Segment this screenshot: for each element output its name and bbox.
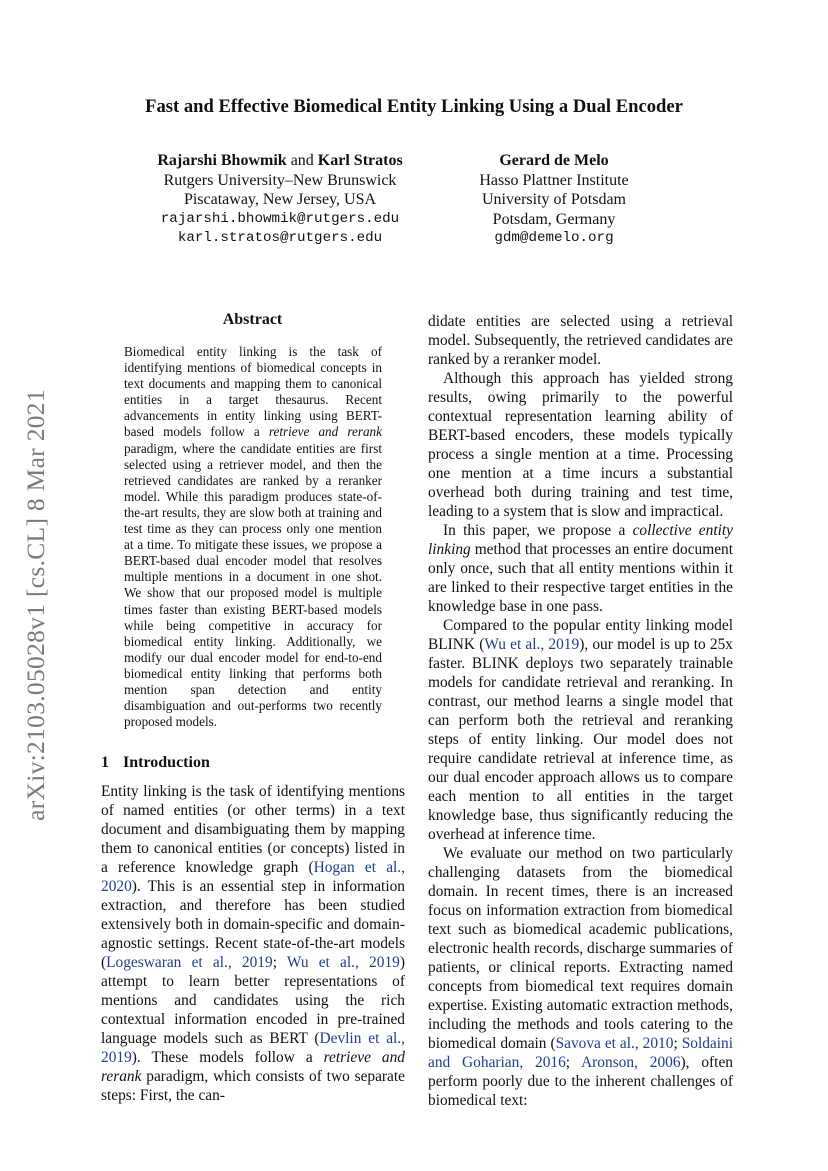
intro-paragraph-1-part-1: Entity linking is the task of identifying mentions of named entities (or other terms) in a text document and disambiguating them by mapping them to canonical entities (or concepts) listed in a reference knowledge graph (Hogan et al., 2020). This is an essential step in information extraction, and therefore has been studied extensively both in domain-specific and domain-agnostic settings. Recent state-of-the-art models (Logeswaran et al., 2019; Wu et al., 2019) attempt to learn better representations of mentions and candidates using the rich contextual information encoded in pre-trained language models such as BERT (Devlin et al., 2019). These models follow a retrieve and rerank paradigm, which consists of two separate steps: First, the can- [101,783,405,1104]
arxiv-identifier-stamp [14,370,58,840]
intro-paragraph-5: We evaluate our method on two particularly challenging datasets from the biomedical domain. In recent times, there is an increased focus on information extraction from biomedical text such as biomedical academic publications, electronic health records, discharge summaries of patients, or clinical reports. Extracting named concepts from biomedical text requires domain expertise. Existing automatic extraction methods, including the methods and tools catering to the biomedical domain (Savova et al., 2010; Soldaini and Goharian, 2016; Aronson, 2006), often perform poorly due to the inherent challenges of biomedical text: [428,845,733,1109]
citation-wu-2019[interactable]: Wu et al., 2019 [286,954,400,971]
author-block-left [130,151,430,249]
abstract-heading: Abstract [222,311,283,328]
intro-paragraph-3: In this paper, we propose a collective entity linking method that processes an entire document only once, such that all entity mentions within it are linked to their respective target entities in the knowledge base in one pass. [428,522,733,615]
author-conjunction: and [290,152,314,169]
author-affiliation: Rutgers University–New Brunswick [163,171,397,189]
author-affiliation-potsdam: University of Potsdam [482,191,626,209]
author-email-demelo: gdm@demelo.org [494,230,614,247]
author-name-stratos: Karl Stratos [317,152,403,169]
author-names [130,151,430,171]
arxiv-identifier: arXiv:2103.05028v1 [cs.CL] 8 Mar 2021 [21,389,51,821]
author-location-potsdam: Potsdam, Germany [492,210,616,228]
citation-aronson-2006[interactable]: Aronson, 2006 [581,1054,681,1071]
intro-column-left [101,782,405,1105]
citation-savova-2010[interactable]: Savova et al., 2010 [555,1035,674,1052]
section-heading-introduction [101,754,210,772]
citation-wu-2019-blink[interactable]: Wu et al., 2019 [484,636,580,653]
author-email-bhowmik: rajarshi.bhowmik@rutgers.edu [160,210,400,227]
intro-emphasis-collective: collective entity linking [428,522,733,558]
author-location: Piscataway, New Jersey, USA [183,191,377,209]
author-block-right [456,151,652,249]
section-number: 1 [101,754,109,771]
author-email-stratos: karl.stratos@rutgers.edu [177,230,383,247]
citation-devlin-2019[interactable]: Devlin et al., 2019 [101,1030,405,1066]
author-affiliation-hpi: Hasso Plattner Institute [479,171,629,189]
intro-paragraph-4: Compared to the popular entity linking model BLINK (Wu et al., 2019), our model is up to 25x faster. BLINK deploys two separately trainable models for candidate retrieval and reranking. In contrast, our method learns a single model that can perform both the retrieval and reranking steps of entity linking. Our model does not require candidate retrieval at inference time, as our dual encoder approach allows us to compare each mention to all entities in the target knowledge base, thus significantly reducing the overhead at inference time. [428,617,733,843]
abstract-text: Biomedical entity linking is the task of identifying mentions of biomedical concepts in text documents and mapping them to canonical entities in a target thesaurus. Recent advancements in entity linking using BERT-based models follow a retrieve and rerank paradigm, where the candidate entities are first selected using a retriever model, and then the retrieved candidates are ranked by a reranker model. While this paradigm produces state-of-the-art results, they are slow both at training and test time as they can process only one mention at a time. To mitigate these issues, we propose a BERT-based dual encoder model that resolves multiple mentions in a document in one shot. We show that our proposed model is multiple times faster than existing BERT-based models while being competitive in accuracy for biomedical entity linking. Additionally, we modify our dual encoder model for end-to-end biomedical entity linking that performs both mention span detection and entity disambiguation and out-performs two recently proposed models. [124,344,383,730]
author-name-bhowmik: Rajarshi Bhowmik [157,152,287,169]
intro-column-right [428,312,733,1110]
intro-paragraph-2: Although this approach has yielded strong results, owing primarily to the powerful contextual representation learning ability of BERT-based encoders, these models typically process a single mention at a time. Processing one mention at a time incurs a substantial overhead both during training and test time, leading to a system that is slow and impractical. [428,370,733,520]
citation-hogan-2020[interactable]: Hogan et al., 2020 [101,859,405,895]
paper-title: Fast and Effective Biomedical Entity Linking Using a Dual Encoder [145,96,683,117]
author-name-demelo: Gerard de Melo [499,152,609,169]
abstract-emphasis: retrieve and rerank [268,424,383,440]
citation-logeswaran-2019[interactable]: Logeswaran et al., 2019 [106,954,273,971]
intro-emphasis-retrieve-rerank: retrieve and rerank [101,1049,405,1085]
citation-soldaini-2016[interactable]: Soldaini and Goharian, 2016 [428,1035,733,1071]
intro-paragraph-1-part-2: didate entities are selected using a retrieval model. Subsequently, the retrieved candidates are ranked by a reranker model. [428,313,733,368]
section-title: Introduction [123,754,210,771]
